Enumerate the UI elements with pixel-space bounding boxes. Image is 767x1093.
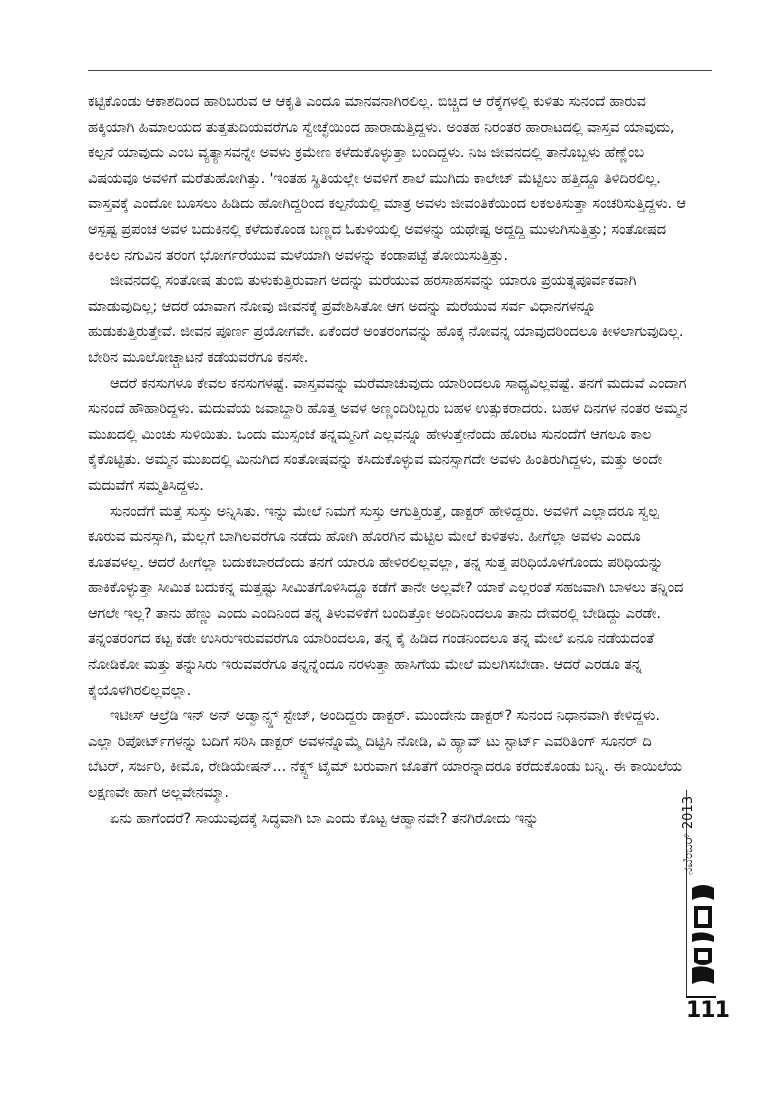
top-rule	[88, 70, 712, 71]
paragraph-5: ಇಟೀಸ್ ಆಲ್ರೆಡಿ ಇನ್ ಅನ್ ಅಡ್ವಾನ್ಸ್ಡ್ ಸ್ಟೇಜ್, ಅಂದಿದ್ದರು ಡಾಕ್ಟರ್. ಮುಂದೇನು ಡಾಕ್ಟರ್? ಸುನಂದ ನಿಧಾನವಾಗಿ ಕೇಳಿದ್ದಳು. ಎಲ್ಲಾ ರಿಪೋರ್ಟ್‌ಗಳನ್ನು ಬದಿಗೆ ಸರಿಸಿ ಡಾಕ್ಟರ್ ಅವಳನ್ನೊಮ್ಮೆ ದಿಟ್ಟಿಸಿ ನೋಡಿ, ವಿ ಹ್ಯಾವ್ ಟು ಸ್ಟಾರ್ಟ್ ಎವರಿತಿಂಗ್ ಸೂನರ್ ದಿ ಬೆಟರ್, ಸರ್ಜರಿ, ಕೀಮೊ, ರೇಡಿಯೇಷನ್... ನೆಕ್ಸ್ಟ್ ಟೈಮ್ ಬರುವಾಗ ಜೊತೆಗೆ ಯಾರನ್ನಾದರೂ ಕರೆದುಕೊಂಡು ಬನ್ನಿ. ಈ ಕಾಯಿಲೆಯ ಲಕ್ಷಣವೇ ಹಾಗೆ ಅಲ್ಲವೇನಮ್ಮಾ.	[88, 707, 682, 802]
paragraph-2: ಜೀವನದಲ್ಲಿ ಸಂತೋಷ ತುಂಬಿ ತುಳುಕುತ್ತಿರುವಾಗ ಅದನ್ನು ಮರೆಯುವ ಹರಸಾಹಸವನ್ನು ಯಾರೂ ಪ್ರಯತ್ನಪೂರ್ವಕವಾಗಿ ಮಾಡುವುದಿಲ್ಲ; ಆದರೆ ಯಾವಾಗ ನೋವು ಜೀವನಕ್ಕೆ ಪ್ರವೇಶಿಸಿತೋ ಆಗ ಅದನ್ನು ಮರೆಯುವ ಸರ್ವ ವಿಧಾನಗಳನ್ನೂ ಹುಡುಕುತ್ತಿರುತ್ತೇವೆ. ಜೀವನ ಪೂರ್ಣ ಪ್ರಯೋಗವೇ. ಏಕೆಂದರೆ ಅಂತರಂಗವನ್ನು ಹೊಕ್ಕ ನೋವನ್ನ ಯಾವುದರಿಂದಲೂ ಕೀಳಲಾಗುವುದಿಲ್ಲ. ಬೇರಿನ ಮೂಲೋಚ್ಚಾಟನೆ ಕಡೆಯವರೆಗೂ ಕನಸೇ.	[88, 272, 684, 366]
mayura-logo-icon	[688, 880, 718, 990]
paragraph-3: ಆದರೆ ಕನಸುಗಳೂ ಕೇವಲ ಕನಸುಗಳಷ್ಟೆ. ವಾಸ್ತವವನ್ನು ಮರೆಮಾಚುವುದು ಯಾರಿಂದಲೂ ಸಾಧ್ಯವಿಲ್ಲವಷ್ಟೆ. ತನಗೆ ಮದುವೆ ಎಂದಾಗ ಸುನಂದೆ ಹೌಹಾರಿದ್ದಳು. ಮದುವೆಯ ಜವಾಬ್ದಾರಿ ಹೊತ್ತ ಅವಳ ಅಣ್ಣಂದಿರಿಬ್ಬರು ಬಹಳ ಉತ್ಸುಕರಾದರು. ಬಹಳ ದಿನಗಳ ನಂತರ ಅಮ್ಮನ ಮುಖದಲ್ಲಿ ಮಿಂಚು ಸುಳಿಯಿತು. ಒಂದು ಮುಸ್ಸಂಜೆ ತನ್ನಮ್ಮನಿಗೆ ಎಲ್ಲವನ್ನೂ ಹೇಳುತ್ತೇನೆಂದು ಹೊರಟ ಸುನಂದೆಗೆ ಆಗಲೂ ಕಾಲ ಕೈಕೊಟ್ಟಿತು. ಅಮ್ಮನ ಮುಖದಲ್ಲಿ ಮಿನುಗಿದ ಸಂತೋಷವನ್ನು ಕಸಿದುಕೊಳ್ಳುವ ಮನಸ್ಸಾಗದೇ ಅವಳು ಹಿಂತಿರುಗಿದ್ದಳು, ಮತ್ತು ಅಂದೇ ಮದುವೆಗೆ ಸಮ್ಮತಿಸಿದ್ದಳು.	[88, 374, 688, 494]
paragraph-6: ಏನು ಹಾಗೆಂದರೆ? ಸಾಯುವುದಕ್ಕೆ ಸಿದ್ಧವಾಗಿ ಬಾ ಎಂದು ಕೊಟ್ಟ ಆಹ್ವಾನವೇ? ತನಗಿರೋದು ಇನ್ನು	[110, 809, 539, 827]
article-body	[88, 89, 688, 831]
paragraph-4: ಸುನಂದೆಗೆ ಮತ್ತೆ ಸುಸ್ತು ಅನ್ನಿಸಿತು. ಇನ್ನು ಮೇಲೆ ನಿಮಗೆ ಸುಸ್ತು ಆಗುತ್ತಿರುತ್ತೆ, ಡಾಕ್ಟರ್ ಹೇಳಿದ್ದರು. ಅವಳಿಗೆ ಎಲ್ಲಾದರೂ ಸ್ವಲ್ಪ ಕೂರುವ ಮನಸ್ಸಾಗಿ, ಮೆಲ್ಲಗೆ ಬಾಗಿಲವರೆಗೂ ನಡೆದು ಹೋಗಿ ಹೊರಗಿನ ಮೆಟ್ಟಿಲ ಮೇಲೆ ಕುಳಿತಳು. ಹೀಗೆಲ್ಲಾ ಅವಳು ಎಂದೂ ಕೂತವಳಲ್ಲ. ಆದರೆ ಹೀಗೆಲ್ಲಾ ಬದುಕಬಾರದೆಂದು ತನಗೆ ಯಾರೂ ಹೇಳಿರಲಿಲ್ಲವಲ್ಲಾ, ತನ್ನ ಸುತ್ತ ಪರಿಧಿಯೊಳಗೊಂದು ಪರಿಧಿಯನ್ನು ಹಾಕಿಕೊಳ್ಳುತ್ತಾ ಸೀಮಿತ ಬದುಕನ್ನ ಮತ್ತಷ್ಟು ಸೀಮಿತಗೊಳಿಸಿದ್ದೂ ಕಡೆಗೆ ತಾನೇ ಅಲ್ಲವೇ? ಯಾಕೆ ಎಲ್ಲರಂತೆ ಸಹಜವಾಗಿ ಬಾಳಲು ತನ್ನಿಂದ ಆಗಲೇ ಇಲ್ಲ? ತಾನು ಹೆಣ್ಣು ಎಂದು ಎಂದಿನಿಂದ ತನ್ನ ತಿಳುವಳಿಕೆಗೆ ಬಂದಿತ್ತೋ ಅಂದಿನಿಂದಲೂ ತಾನು ದೇವರಲ್ಲಿ ಬೇಡಿದ್ದು ಎರಡೇ. ತನ್ನಂತರಂಗದ ಕಟ್ಟ ಕಡೇ ಉಸಿರುಇರುವವರೆಗೂ ಯಾರಿಂದಲೂ, ತನ್ನ ಕೈ ಹಿಡಿದ ಗಂಡನಿಂದಲೂ ತನ್ನ ಮೇಲೆ ಏನೂ ನಡೆಯದಂತೆ ನೋಡಿಕೋ ಮತ್ತು ತನ್ನುಸಿರು ಇರುವವರೆಗೂ ತನ್ನನ್ನೆಂದೂ ನರಳುತ್ತಾ ಹಾಸಿಗೆಯ ಮೇಲೆ ಮಲಗಿಸಬೇಡಾ. ಆದರೆ ಎರಡೂ ತನ್ನ ಕೈಯೊಳಗಿರಲಿಲ್ಲವಲ್ಲಾ.	[88, 502, 684, 699]
issue-date: ನವೆಂಬರ್ 2013	[681, 796, 696, 875]
paragraph-1: ಕಟ್ಟಿಕೊಂಡು ಆಕಾಶದಿಂದ ಹಾರಿಬರುವ ಆ ಆಕೃತಿ ಎಂದೂ ಮಾನವನಾಗಿರಲಿಲ್ಲ. ಬಿಚ್ಚಿದ ಆ ರೆಕ್ಕೆಗಳಲ್ಲಿ ಕುಳಿತು ಸುನಂದೆ ಹಾರುವ ಹಕ್ಕಿಯಾಗಿ ಹಿಮಾಲಯದ ತುತ್ತತುದಿಯವರೆಗೂ ಸ್ವೇಚ್ಛೆಯಿಂದ ಹಾರಾಡುತ್ತಿದ್ದಳು. ಅಂತಹ ನಿರಂತರ ಹಾರಾಟದಲ್ಲಿ ವಾಸ್ತವ ಯಾವುದು, ಕಲ್ಪನೆ ಯಾವುದು ಎಂಬ ವ್ಯತ್ಯಾಸವನ್ನೇ ಅವಳು ಕ್ರಮೇಣ ಕಳೆದುಕೊಳ್ಳುತ್ತಾ ಬಂದಿದ್ದಳು. ನಿಜ ಜೀವನದಲ್ಲಿ ತಾನೊಬ್ಬಳು ಹೆಣ್ಣೆಂಬ ವಿಷಯವೂ ಅವಳಿಗೆ ಮರೆತುಹೋಗಿತ್ತು. 'ಇಂತಹ ಸ್ಥಿತಿಯಲ್ಲೇ ಅವಳಿಗೆ ಶಾಲೆ ಮುಗಿದು ಕಾಲೇಜ್ ಮೆಟ್ಟಿಲು ಹತ್ತಿದ್ದೂ ತಿಳಿದಿರಲಿಲ್ಲ. ವಾಸ್ತವಕ್ಕೆ ಎಂದೋ ಬೂಸಲು ಹಿಡಿದು ಹೋಗಿದ್ದರಿಂದ ಕಲ್ಪನೆಯಲ್ಲಿ ಮಾತ್ರ ಅವಳು ಜೀವಂತಿಕೆಯಿಂದ ಲಕಲಕಿಸುತ್ತಾ ಸಂಚರಿಸುತ್ತಿದ್ದಳು. ಆ ಅಸ್ಪಷ್ಟ ಪ್ರಪಂಚ ಅವಳ ಬದುಕಿನಲ್ಲಿ ಕಳೆದುಕೊಂಡ ಬಣ್ಣದ ಓಕುಳಿಯಲ್ಲಿ ಅವಳನ್ನು ಯಥೇಷ್ಟ ಅದ್ದದ್ದಿ ಮುಳುಗಿಸುತ್ತಿತ್ತು; ಸಂತೋಷದ ಕಿಲಕಿಲ ನಗುವಿನ ತರಂಗ ಭೋರ್ಗರೆಯುವ ಮಳೆಯಾಗಿ ಅವಳನ್ನು ಕಂಡಾಪಟ್ಟೆ ತೋಯಿಸುತ್ತಿತ್ತು.	[88, 93, 686, 264]
page-number: 111	[686, 998, 729, 1023]
